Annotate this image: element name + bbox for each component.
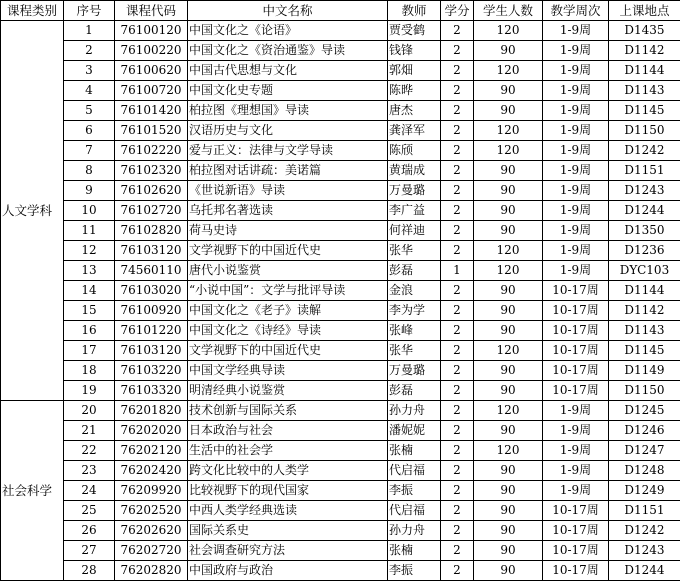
table-row (1, 421, 680, 441)
table-row (1, 261, 680, 281)
teacher: 彭磊 (388, 261, 441, 281)
course-code: 76101220 (115, 321, 188, 341)
course-code-header: 课程代码 (115, 1, 188, 21)
course-name-header: 中文名称 (188, 1, 388, 21)
course-name: 乌托邦名著选读 (188, 201, 388, 221)
course-code: 76103120 (115, 341, 188, 361)
student-count: 90 (474, 461, 543, 481)
credit: 2 (441, 101, 474, 121)
table-row (1, 81, 680, 101)
location: D1144 (609, 61, 680, 81)
course-code: 76202120 (115, 441, 188, 461)
table-row (1, 21, 680, 41)
student-count: 120 (474, 341, 543, 361)
location: D1249 (609, 481, 680, 501)
location: D1244 (609, 201, 680, 221)
student-count: 90 (474, 521, 543, 541)
location: D1145 (609, 341, 680, 361)
table-row (1, 521, 680, 541)
table-row (1, 201, 680, 221)
table-row (1, 61, 680, 81)
location: D1151 (609, 501, 680, 521)
row-index: 16 (64, 321, 115, 341)
teaching-weeks: 10-17周 (543, 541, 609, 561)
student-count: 120 (474, 441, 543, 461)
teaching-weeks: 1-9周 (543, 421, 609, 441)
location: D1149 (609, 361, 680, 381)
teaching-weeks: 10-17周 (543, 561, 609, 581)
course-code: 76100620 (115, 61, 188, 81)
table-row (1, 461, 680, 481)
student-count: 120 (474, 141, 543, 161)
table-row (1, 341, 680, 361)
credit: 2 (441, 441, 474, 461)
course-name: 中国政府与政治 (188, 561, 388, 581)
teacher: 张楠 (388, 441, 441, 461)
row-index: 24 (64, 481, 115, 501)
course-name: 柏拉图《理想国》导读 (188, 101, 388, 121)
header-row (1, 1, 680, 21)
teacher: 金浪 (388, 281, 441, 301)
teaching-weeks: 10-17周 (543, 361, 609, 381)
location: D1435 (609, 21, 680, 41)
table-body (1, 21, 680, 581)
teaching-weeks: 1-9周 (543, 101, 609, 121)
course-name: 中国文化之《老子》读解 (188, 301, 388, 321)
teaching-weeks: 1-9周 (543, 441, 609, 461)
credit: 2 (441, 221, 474, 241)
course-code: 76202620 (115, 521, 188, 541)
student-count: 90 (474, 201, 543, 221)
student-count: 90 (474, 41, 543, 61)
teacher: 代启福 (388, 461, 441, 481)
table-row (1, 241, 680, 261)
credit: 2 (441, 281, 474, 301)
table-row (1, 441, 680, 461)
row-index: 25 (64, 501, 115, 521)
table-row (1, 401, 680, 421)
credit: 2 (441, 341, 474, 361)
credit-header: 学分 (441, 1, 474, 21)
student-count: 90 (474, 481, 543, 501)
row-index: 5 (64, 101, 115, 121)
category-cell: 社会科学 (1, 401, 64, 581)
course-code: 76102220 (115, 141, 188, 161)
course-code: 76202420 (115, 461, 188, 481)
student-count: 120 (474, 121, 543, 141)
student-count: 120 (474, 61, 543, 81)
course-name: 爱与正义：法律与文学导读 (188, 141, 388, 161)
location: D1150 (609, 381, 680, 401)
table-row (1, 481, 680, 501)
row-index: 21 (64, 421, 115, 441)
row-index: 22 (64, 441, 115, 461)
teaching-weeks: 1-9周 (543, 461, 609, 481)
credit: 2 (441, 401, 474, 421)
course-code: 76102820 (115, 221, 188, 241)
teacher: 黄瑞成 (388, 161, 441, 181)
course-name: 明清经典小说鉴赏 (188, 381, 388, 401)
location: D1143 (609, 81, 680, 101)
student-count: 90 (474, 161, 543, 181)
course-code: 76102720 (115, 201, 188, 221)
credit: 2 (441, 121, 474, 141)
student-count: 90 (474, 221, 543, 241)
teacher: 孙力舟 (388, 401, 441, 421)
course-name: 技术创新与国际关系 (188, 401, 388, 421)
teaching-weeks: 1-9周 (543, 261, 609, 281)
student-count: 90 (474, 381, 543, 401)
location: D1142 (609, 41, 680, 61)
course-code: 76103020 (115, 281, 188, 301)
student-count: 90 (474, 181, 543, 201)
table-row (1, 321, 680, 341)
location: D1145 (609, 101, 680, 121)
course-name: 中西人类学经典选读 (188, 501, 388, 521)
credit: 2 (441, 301, 474, 321)
location: D1242 (609, 141, 680, 161)
location-header: 上课地点 (609, 1, 680, 21)
student-count: 90 (474, 321, 543, 341)
teacher: 张楠 (388, 541, 441, 561)
student-count: 90 (474, 541, 543, 561)
table-row (1, 181, 680, 201)
row-index: 20 (64, 401, 115, 421)
teaching-weeks: 1-9周 (543, 201, 609, 221)
credit: 2 (441, 461, 474, 481)
course-name: 中国文化之《论语》 (188, 21, 388, 41)
course-code: 76103320 (115, 381, 188, 401)
course-name: “小说中国”：文学与批评导读 (188, 281, 388, 301)
credit: 2 (441, 201, 474, 221)
row-index: 12 (64, 241, 115, 261)
row-index: 6 (64, 121, 115, 141)
row-index: 3 (64, 61, 115, 81)
teaching-weeks: 1-9周 (543, 181, 609, 201)
course-name: 中国文学经典导读 (188, 361, 388, 381)
index-header: 序号 (64, 1, 115, 21)
student-count: 90 (474, 81, 543, 101)
teaching-weeks: 1-9周 (543, 481, 609, 501)
row-index: 28 (64, 561, 115, 581)
credit: 2 (441, 361, 474, 381)
table-row (1, 361, 680, 381)
student-count: 90 (474, 501, 543, 521)
course-code: 76101420 (115, 101, 188, 121)
row-index: 14 (64, 281, 115, 301)
teaching-weeks: 10-17周 (543, 501, 609, 521)
student-count: 90 (474, 361, 543, 381)
teaching-weeks: 1-9周 (543, 141, 609, 161)
row-index: 11 (64, 221, 115, 241)
course-name: 中国古代思想与文化 (188, 61, 388, 81)
row-index: 15 (64, 301, 115, 321)
teaching-weeks: 10-17周 (543, 521, 609, 541)
course-code: 76102320 (115, 161, 188, 181)
student-count: 90 (474, 301, 543, 321)
location: D1244 (609, 561, 680, 581)
course-code: 76100720 (115, 81, 188, 101)
table-header (1, 1, 680, 21)
credit: 2 (441, 541, 474, 561)
credit: 2 (441, 81, 474, 101)
course-name: 荷马史诗 (188, 221, 388, 241)
student-count: 120 (474, 261, 543, 281)
location: D1245 (609, 401, 680, 421)
teaching-weeks: 10-17周 (543, 301, 609, 321)
course-code: 76202020 (115, 421, 188, 441)
teaching-weeks: 1-9周 (543, 161, 609, 181)
location: D1243 (609, 541, 680, 561)
teacher: 李振 (388, 481, 441, 501)
teacher: 李振 (388, 561, 441, 581)
location: D1242 (609, 521, 680, 541)
credit: 1 (441, 261, 474, 281)
teaching-weeks: 1-9周 (543, 21, 609, 41)
teacher: 李为学 (388, 301, 441, 321)
teacher: 李广益 (388, 201, 441, 221)
student-count-header: 学生人数 (474, 1, 543, 21)
teaching-weeks: 10-17周 (543, 321, 609, 341)
course-name: 文学视野下的中国近代史 (188, 341, 388, 361)
student-count: 90 (474, 101, 543, 121)
course-name: 生活中的社会学 (188, 441, 388, 461)
student-count: 90 (474, 421, 543, 441)
course-code: 76209920 (115, 481, 188, 501)
credit: 2 (441, 41, 474, 61)
table-row (1, 381, 680, 401)
course-code: 76201820 (115, 401, 188, 421)
course-name: 跨文化比较中的人类学 (188, 461, 388, 481)
teacher: 潘妮妮 (388, 421, 441, 441)
student-count: 90 (474, 561, 543, 581)
teacher: 孙力舟 (388, 521, 441, 541)
course-code: 76103220 (115, 361, 188, 381)
course-name: 文学视野下的中国近代史 (188, 241, 388, 261)
teaching-weeks: 1-9周 (543, 41, 609, 61)
teacher: 张峰 (388, 321, 441, 341)
course-code: 76101520 (115, 121, 188, 141)
row-index: 7 (64, 141, 115, 161)
credit: 2 (441, 241, 474, 261)
row-index: 23 (64, 461, 115, 481)
teacher: 张华 (388, 341, 441, 361)
teacher: 钱锋 (388, 41, 441, 61)
table-row (1, 141, 680, 161)
table-row (1, 501, 680, 521)
teaching-weeks-header: 教学周次 (543, 1, 609, 21)
teaching-weeks: 10-17周 (543, 341, 609, 361)
table-row (1, 541, 680, 561)
course-name: 汉语历史与文化 (188, 121, 388, 141)
row-index: 18 (64, 361, 115, 381)
location: DYC103 (609, 261, 680, 281)
credit: 2 (441, 381, 474, 401)
teacher: 代启福 (388, 501, 441, 521)
location: D1151 (609, 161, 680, 181)
credit: 2 (441, 481, 474, 501)
row-index: 4 (64, 81, 115, 101)
location: D1350 (609, 221, 680, 241)
teacher: 何祥迪 (388, 221, 441, 241)
row-index: 8 (64, 161, 115, 181)
location: D1247 (609, 441, 680, 461)
teacher: 万曼璐 (388, 181, 441, 201)
course-name: 柏拉图对话讲疏：美诺篇 (188, 161, 388, 181)
teaching-weeks: 10-17周 (543, 281, 609, 301)
teaching-weeks: 1-9周 (543, 401, 609, 421)
location: D1236 (609, 241, 680, 261)
course-code: 76100920 (115, 301, 188, 321)
row-index: 10 (64, 201, 115, 221)
course-name: 《世说新语》导读 (188, 181, 388, 201)
course-name: 中国文化史专题 (188, 81, 388, 101)
course-code: 74560110 (115, 261, 188, 281)
course-code: 76103120 (115, 241, 188, 261)
student-count: 90 (474, 281, 543, 301)
teacher: 张华 (388, 241, 441, 261)
row-index: 1 (64, 21, 115, 41)
credit: 2 (441, 321, 474, 341)
teacher: 万曼璐 (388, 361, 441, 381)
student-count: 120 (474, 21, 543, 41)
location: D1144 (609, 281, 680, 301)
course-name: 中国文化之《资治通鉴》导读 (188, 41, 388, 61)
course-name: 国际关系史 (188, 521, 388, 541)
course-name: 日本政治与社会 (188, 421, 388, 441)
course-name: 唐代小说鉴赏 (188, 261, 388, 281)
teacher: 陈晔 (388, 81, 441, 101)
table-row (1, 121, 680, 141)
table-row (1, 161, 680, 181)
row-index: 17 (64, 341, 115, 361)
category-cell: 人文学科 (1, 21, 64, 401)
teacher: 唐杰 (388, 101, 441, 121)
course-code: 76100120 (115, 21, 188, 41)
teaching-weeks: 1-9周 (543, 121, 609, 141)
credit: 2 (441, 141, 474, 161)
credit: 2 (441, 421, 474, 441)
credit: 2 (441, 501, 474, 521)
course-code: 76202820 (115, 561, 188, 581)
credit: 2 (441, 61, 474, 81)
teacher: 陈颀 (388, 141, 441, 161)
location: D1143 (609, 321, 680, 341)
credit: 2 (441, 21, 474, 41)
course-code: 76100220 (115, 41, 188, 61)
teaching-weeks: 10-17周 (543, 381, 609, 401)
course-code: 76102620 (115, 181, 188, 201)
teacher-header: 教师 (388, 1, 441, 21)
row-index: 26 (64, 521, 115, 541)
location: D1243 (609, 181, 680, 201)
table-row (1, 281, 680, 301)
location: D1246 (609, 421, 680, 441)
course-name: 中国文化之《诗经》导读 (188, 321, 388, 341)
location: D1248 (609, 461, 680, 481)
table-row (1, 301, 680, 321)
teacher: 郭畑 (388, 61, 441, 81)
location: D1142 (609, 301, 680, 321)
row-index: 2 (64, 41, 115, 61)
table-row (1, 41, 680, 61)
row-index: 19 (64, 381, 115, 401)
teaching-weeks: 1-9周 (543, 81, 609, 101)
teaching-weeks: 1-9周 (543, 241, 609, 261)
student-count: 120 (474, 241, 543, 261)
row-index: 27 (64, 541, 115, 561)
table-row (1, 101, 680, 121)
table-row (1, 221, 680, 241)
teacher: 龚泽军 (388, 121, 441, 141)
row-index: 9 (64, 181, 115, 201)
row-index: 13 (64, 261, 115, 281)
table-row (1, 561, 680, 581)
credit: 2 (441, 161, 474, 181)
credit: 2 (441, 561, 474, 581)
student-count: 120 (474, 401, 543, 421)
course-code: 76202520 (115, 501, 188, 521)
teacher: 彭磊 (388, 381, 441, 401)
teacher: 贾受鹤 (388, 21, 441, 41)
credit: 2 (441, 181, 474, 201)
location: D1150 (609, 121, 680, 141)
category-header: 课程类别 (1, 1, 64, 21)
credit: 2 (441, 521, 474, 541)
course-name: 社会调查研究方法 (188, 541, 388, 561)
teaching-weeks: 1-9周 (543, 61, 609, 81)
teaching-weeks: 1-9周 (543, 221, 609, 241)
course-name: 比较视野下的现代国家 (188, 481, 388, 501)
course-code: 76202720 (115, 541, 188, 561)
